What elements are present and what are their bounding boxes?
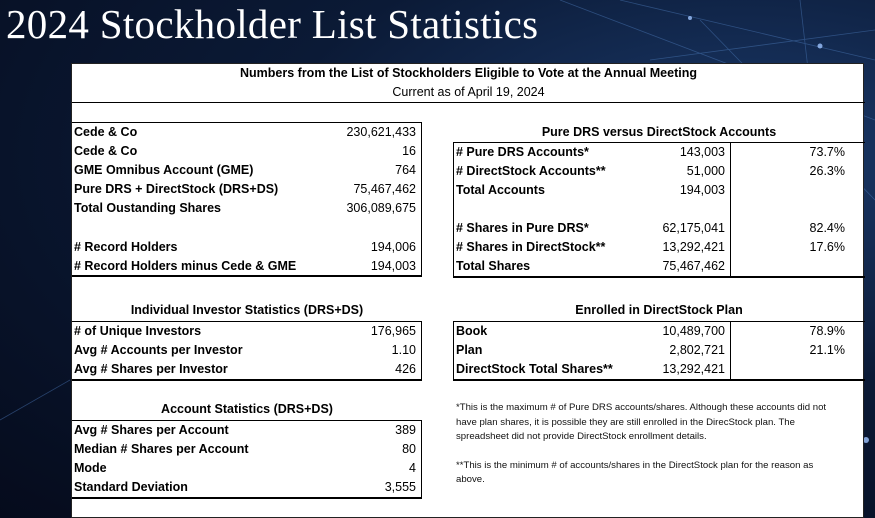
enrolled-pct: 21.1% [809,343,845,357]
pure-vs-ds-label: # Shares in DirectStock** [456,240,606,254]
pure-vs-ds-pct: 17.6% [809,240,845,254]
account-stats-value: 3,555 [384,480,416,494]
holdings-value: 764 [395,163,416,177]
pure-vs-ds-pct: 82.4% [809,221,845,235]
pure-vs-ds-divider [730,142,731,277]
enrolled-title: Enrolled in DirectStock Plan [575,303,743,317]
account-stats-label: Mode [74,461,107,475]
pure-vs-ds-value: 194,003 [679,183,725,197]
pure-vs-ds-pct: 73.7% [809,145,845,159]
account-stats-label: Standard Deviation [74,480,188,494]
holdings-right-border [421,122,422,275]
sheet-title: Numbers from the List of Stockholders Eligible to Vote at the Annual Meeting [240,66,697,80]
holdings-value: 306,089,675 [346,201,416,215]
individual-stats-right-border [421,321,422,379]
individual-stats-bottom-border [72,379,422,381]
holdings-value: 75,467,462 [353,182,416,196]
enrolled-pct: 78.9% [809,324,845,338]
sheet-subtitle: Current as of April 19, 2024 [392,85,545,99]
pure-vs-ds-label: # Pure DRS Accounts* [456,145,589,159]
enrolled-divider [730,321,731,380]
record-holders-value: 194,006 [370,240,416,254]
holdings-label: Cede & Co [74,125,138,139]
enrolled-label: DirectStock Total Shares** [456,362,613,376]
holdings-value: 230,621,433 [346,125,416,139]
record-holders-value: 194,003 [370,259,416,273]
record-holders-label: # Record Holders [74,240,178,254]
individual-stats-value: 176,965 [370,324,416,338]
account-stats-title: Account Statistics (DRS+DS) [161,402,333,416]
pure-vs-ds-label: Total Shares [456,259,531,273]
individual-stats-value: 426 [395,362,416,376]
individual-stats-label: Avg # Accounts per Investor [74,343,243,357]
enrolled-value: 13,292,421 [662,362,725,376]
holdings-label: Total Oustanding Shares [74,201,222,215]
individual-stats-label: Avg # Shares per Investor [74,362,228,376]
pure-vs-ds-value: 51,000 [686,164,725,178]
holdings-label: Pure DRS + DirectStock (DRS+DS) [74,182,279,196]
footnote-2-line: above. [456,474,485,485]
holdings-label: GME Omnibus Account (GME) [74,163,254,177]
footnote-1-line: spreadsheet did not provide DirectStock enrollment details. [456,431,707,442]
enrolled-value: 10,489,700 [662,324,725,338]
footnote-1-line: *This is the maximum # of Pure DRS accounts/shares. Although these accounts did not [456,402,827,413]
pure-vs-ds-bottom-border [453,276,865,278]
enrolled-label: Book [456,324,488,338]
pure-vs-ds-value: 143,003 [679,145,725,159]
header-divider [72,102,865,103]
account-stats-label: Median # Shares per Account [74,442,249,456]
pure-vs-ds-pct: 26.3% [809,164,845,178]
record-holders-label: # Record Holders minus Cede & GME [74,259,297,273]
holdings-value: 16 [402,144,416,158]
footnotes [456,401,861,488]
account-stats-value: 389 [395,423,416,437]
account-stats-value: 4 [409,461,416,475]
enrolled-left-border [453,321,454,380]
account-stats-right-border [421,420,422,498]
slide-title: 2024 Stockholder List Statistics [6,1,539,47]
footnote-2-line: **This is the minimum # of accounts/shares in the DirectStock plan for the reason as [456,459,814,471]
enrolled-bottom-border [453,379,865,381]
account-stats-label: Avg # Shares per Account [74,423,229,437]
pure-vs-ds-label: # DirectStock Accounts** [456,164,606,178]
individual-stats-value: 1.10 [391,343,416,357]
account-stats-value: 80 [402,442,416,456]
footnote-1-line: have plan shares, it is possible they are still enrolled in the DirecStock plan. The [456,416,795,428]
pure-vs-ds-left-border [453,142,454,277]
stockholder-sheet [71,63,864,518]
enrolled-label: Plan [456,343,483,357]
individual-stats-title: Individual Investor Statistics (DRS+DS) [130,303,364,317]
pure-vs-ds-value: 62,175,041 [662,221,725,235]
account-stats-bottom-border [72,497,422,499]
pure-vs-ds-label: # Shares in Pure DRS* [456,221,589,235]
individual-stats-label: # of Unique Investors [74,324,202,338]
holdings-label: Cede & Co [74,144,138,158]
pure-vs-ds-value: 13,292,421 [662,240,725,254]
enrolled-value: 2,802,721 [669,343,725,357]
pure-vs-ds-title: Pure DRS versus DirectStock Accounts [541,125,777,139]
holdings-bottom-border [72,275,422,277]
pure-vs-ds-label: Total Accounts [456,183,545,197]
pure-vs-ds-value: 75,467,462 [662,259,725,273]
